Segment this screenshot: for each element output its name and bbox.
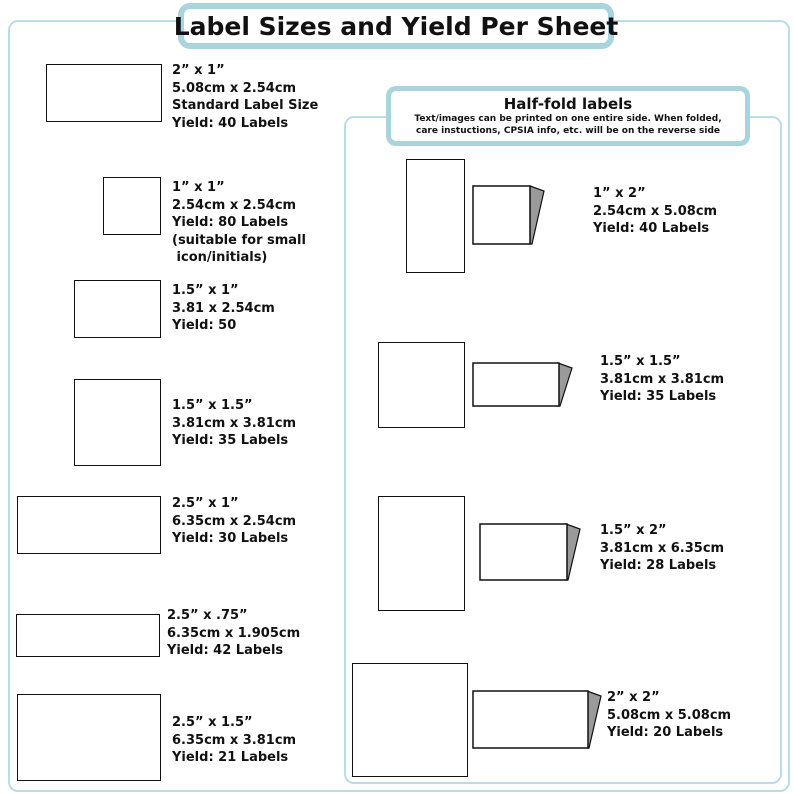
label-shape-1.5x1	[74, 280, 161, 338]
label-info-line: Yield: 50	[172, 318, 237, 333]
label-info-line: 1” x 1”	[172, 180, 225, 195]
label-info-2x1	[172, 62, 318, 132]
label-info-line: 2.5” x .75”	[167, 608, 248, 623]
label-info-line: Yield: 40 Labels	[593, 221, 710, 236]
halffold-info-1.5x2	[600, 522, 724, 575]
label-info-line: 2” x 2”	[607, 690, 660, 705]
label-info-line: 1” x 2”	[593, 186, 646, 201]
halffold-open-shape-2x2	[352, 663, 468, 777]
label-info-line: Yield: 21 Labels	[172, 750, 289, 765]
label-info-line: Yield: 20 Labels	[607, 725, 724, 740]
half-fold-description-line: care instuctions, CPSIA info, etc. will be on the reverse side	[415, 126, 721, 136]
label-info-line: 1.5” x 1”	[172, 283, 239, 298]
label-info-line: 3.81cm x 3.81cm	[600, 371, 725, 387]
half-fold-description-line: Text/images can be printed on one entire side. When folded,	[414, 114, 722, 124]
label-info-line: Yield: 35 Labels	[600, 389, 717, 404]
halffold-open-shape-1.5x1.5	[378, 342, 465, 428]
label-info-line: icon/initials)	[172, 250, 268, 265]
label-shape-1x1	[103, 177, 161, 235]
label-info-1.5x1.5	[172, 397, 296, 450]
label-info-line: 3.81 x 2.54cm	[172, 300, 275, 316]
halffold-folded-shape-1x2	[472, 185, 546, 247]
halffold-folded-shape-2x2	[472, 690, 604, 750]
label-info-line: (suitable for small	[172, 232, 306, 248]
label-info-1x1	[172, 179, 306, 267]
label-shape-1.5x1.5	[74, 379, 161, 466]
label-info-2.5x1	[172, 495, 296, 548]
halffold-info-1x2	[593, 185, 717, 238]
label-info-2.5x0.75	[167, 607, 300, 660]
page-title: Label Sizes and Yield Per Sheet	[178, 3, 614, 49]
label-info-line: 6.35cm x 3.81cm	[172, 732, 297, 748]
halffold-info-2x2	[607, 689, 731, 742]
label-info-line: 6.35cm x 2.54cm	[172, 513, 297, 529]
label-info-line: 3.81cm x 3.81cm	[172, 415, 297, 431]
label-info-line: Yield: 30 Labels	[172, 531, 289, 546]
label-info-line: 5.08cm x 5.08cm	[607, 707, 732, 723]
label-info-line: Yield: 42 Labels	[167, 643, 284, 658]
label-shape-2.5x1	[17, 496, 161, 554]
label-shape-2.5x1.5	[17, 694, 161, 781]
label-info-line: 1.5” x 2”	[600, 523, 667, 538]
label-info-line: Yield: 35 Labels	[172, 433, 289, 448]
half-fold-heading-box	[386, 86, 750, 146]
label-info-line: Yield: 40 Labels	[172, 115, 289, 131]
halffold-open-shape-1.5x2	[378, 496, 465, 611]
label-info-line: 2” x 1”	[172, 63, 225, 78]
label-info-line: 2.5” x 1.5”	[172, 715, 253, 730]
label-info-1.5x1	[172, 282, 275, 335]
label-info-line: 6.35cm x 1.905cm	[167, 625, 301, 641]
label-info-line: Standard Label Size	[172, 98, 319, 113]
halffold-folded-shape-1.5x1.5	[472, 362, 576, 408]
halffold-info-1.5x1.5	[600, 353, 724, 406]
halffold-open-shape-1x2	[406, 159, 465, 273]
label-info-line: 3.81cm x 6.35cm	[600, 540, 725, 556]
label-info-line: Yield: 80 Labels	[172, 215, 289, 230]
half-fold-heading: Half-fold labels	[503, 95, 633, 113]
label-info-2.5x1.5	[172, 714, 296, 767]
label-info-line: 2.5” x 1”	[172, 496, 239, 511]
label-shape-2.5x0.75	[16, 614, 160, 657]
label-info-line: 5.08cm x 2.54cm	[172, 80, 297, 96]
label-info-line: 2.54cm x 2.54cm	[172, 197, 297, 213]
label-shape-2x1	[46, 64, 162, 122]
label-info-line: 1.5” x 1.5”	[600, 354, 681, 369]
label-info-line: 2.54cm x 5.08cm	[593, 203, 718, 219]
halffold-folded-shape-1.5x2	[479, 523, 583, 583]
label-info-line: 1.5” x 1.5”	[172, 398, 253, 413]
label-info-line: Yield: 28 Labels	[600, 558, 717, 573]
